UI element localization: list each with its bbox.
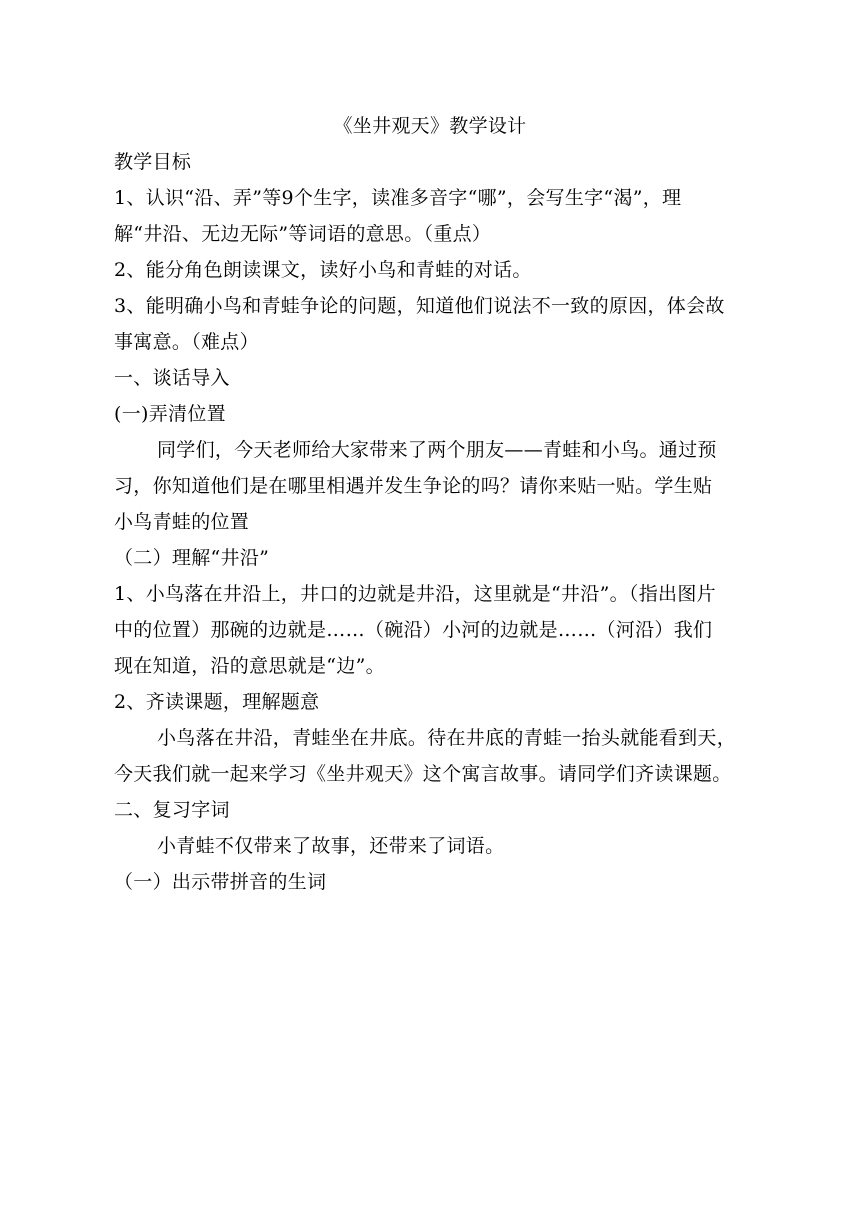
section-heading-review: 二、复习字词 [114, 799, 230, 821]
document-title: 《坐井观天》教学设计 [333, 115, 527, 137]
subsection-heading: （一）出示带拼音的生词 [114, 871, 327, 893]
paragraph-line: 中的位置）那碗的边就是……（碗沿）小河的边就是……（河沿）我们 [114, 619, 713, 641]
paragraph-line: 2、齐读课题，理解题意 [114, 691, 320, 713]
paragraph-line: 小青蛙不仅带来了故事，还带来了词语。 [157, 835, 505, 857]
paragraph-line: 同学们，今天老师给大家带来了两个朋友——青蛙和小鸟。通过预 [157, 439, 717, 461]
paragraph-line: 小鸟青蛙的位置 [114, 511, 250, 533]
paragraph-line: 事寓意。（难点） [114, 331, 259, 353]
paragraph-line: 小鸟落在井沿，青蛙坐在井底。待在井底的青蛙一抬头就能看到天， [157, 727, 737, 749]
paragraph-line: 3、能明确小鸟和青蛙争论的问题，知道他们说法不一致的原因，体会故 [114, 295, 725, 317]
paragraph-line: 1、认识“沿、弄”等9个生字，读准多音字“哪”，会写生字“渴”，理 [114, 187, 682, 209]
paragraph-line: 习，你知道他们是在哪里相遇并发生争论的吗？请你来贴一贴。学生贴 [114, 475, 713, 497]
paragraph-line: 1、小鸟落在井沿上，井口的边就是井沿，这里就是“井沿”。（指出图片 [114, 583, 716, 605]
subsection-heading: （二）理解“井沿” [114, 547, 270, 569]
paragraph-line: 今天我们就一起来学习《坐井观天》这个寓言故事。请同学们齐读课题。 [114, 763, 732, 785]
subsection-heading: (一)弄清位置 [114, 403, 226, 425]
document-body [114, 114, 746, 906]
paragraph-line: 2、能分角色朗读课文，读好小鸟和青蛙的对话。 [114, 259, 532, 281]
section-heading-objectives: 教学目标 [114, 151, 192, 173]
section-heading-intro: 一、谈话导入 [114, 367, 230, 389]
paragraph-line: 现在知道，沿的意思就是“边”。 [114, 655, 385, 677]
paragraph-line: 解“井沿、无边无际”等词语的意思。（重点） [114, 223, 492, 245]
